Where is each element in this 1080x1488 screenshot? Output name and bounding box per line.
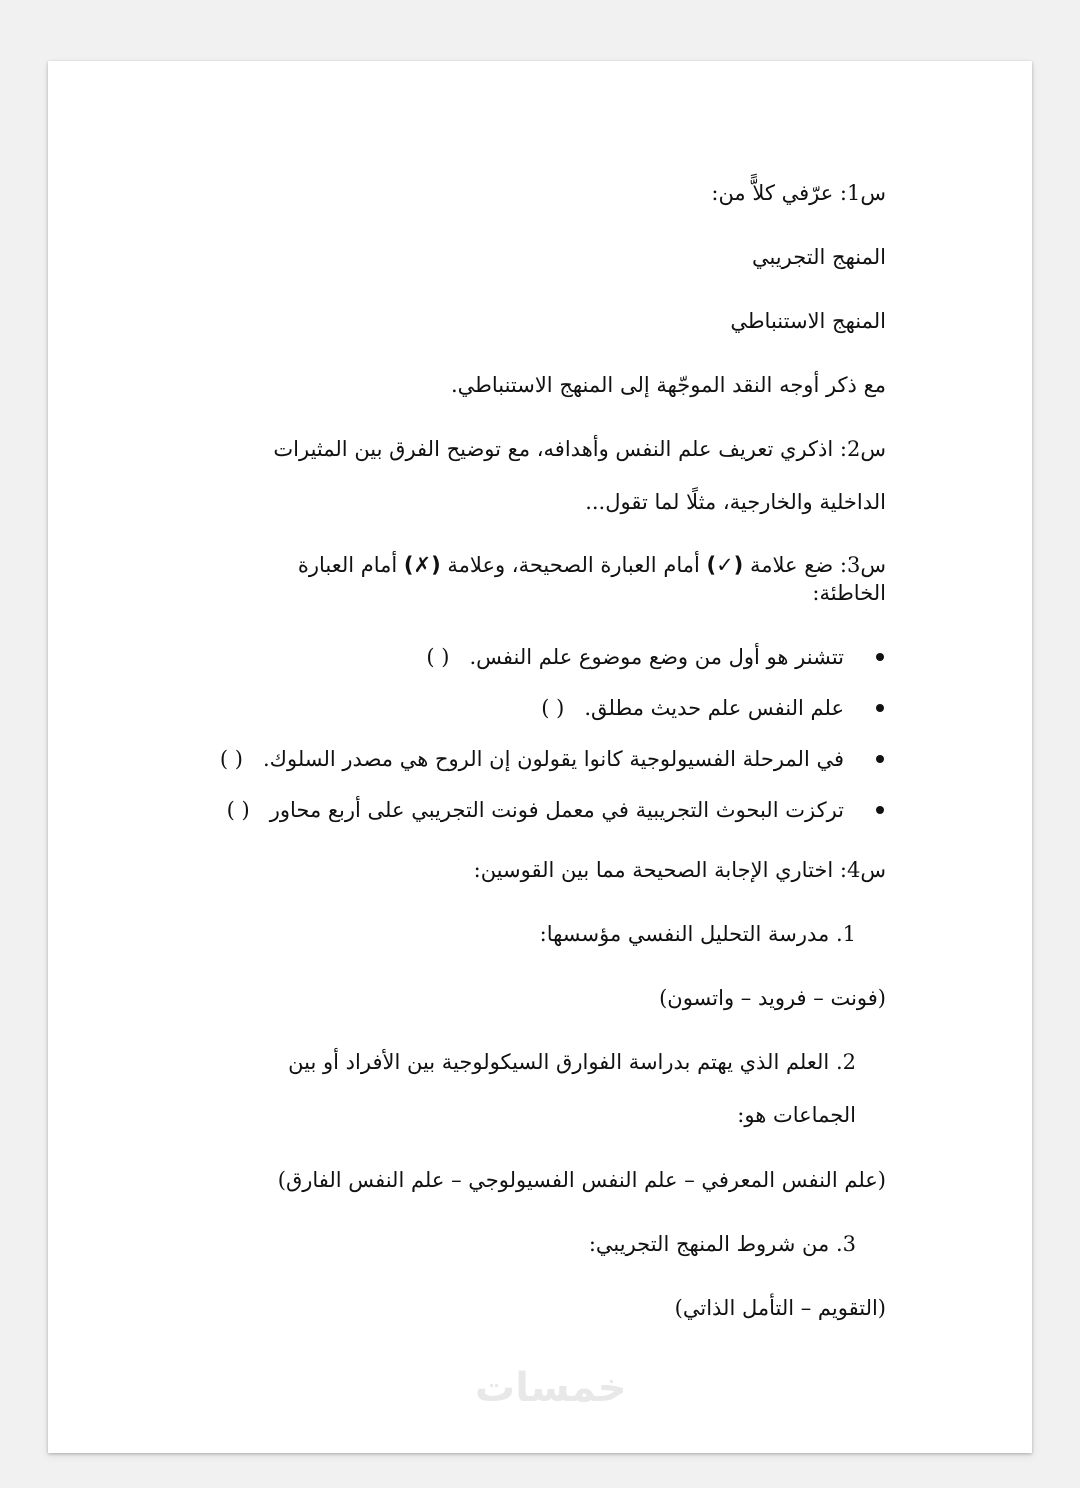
- statement-text: في المرحلة الفسيولوجية كانوا يقولون إن الروح هي مصدر السلوك.: [262, 747, 844, 771]
- q3-title-middle: أمام العبارة الصحيحة، وعلامة: [447, 553, 700, 577]
- q4-item: [226, 1036, 886, 1142]
- q3-statement: [226, 694, 886, 722]
- q4-item-number: 1.: [835, 922, 856, 946]
- q3-statement: [226, 796, 886, 824]
- q4-item-options: (فونت – فرويد – واتسون): [659, 986, 886, 1010]
- q3-statement: [226, 643, 886, 671]
- q1-item-experimental: المنهج التجريبي: [751, 245, 886, 269]
- answer-blank: ( ): [541, 696, 565, 720]
- q4-item-question: مدرسة التحليل النفسي مؤسسها:: [539, 922, 830, 946]
- document-page: [48, 61, 1032, 1453]
- q4-item-question: العلم الذي يهتم بدراسة الفوارق السيكولوجية بين الأفراد أو بين الجماعات هو:: [288, 1050, 856, 1127]
- statement-text: تركزت البحوث التجريبية في معمل فونت التجريبي على أربع محاور: [269, 798, 844, 822]
- q2-text: س2: اذكري تعريف علم النفس وأهدافه، مع توضيح الفرق بين المثيرات الداخلية والخارجية، مثلًا لما تقول...: [273, 437, 886, 514]
- q4-item-options: (علم النفس المعرفي – علم النفس الفسيولوجي – علم النفس الفارق): [277, 1168, 886, 1192]
- q4-title: س4: اختاري الإجابة الصحيحة مما بين القوسين:: [473, 858, 886, 882]
- q1-note: مع ذكر أوجه النقد الموجّهة إلى المنهج الاستنباطي.: [450, 373, 886, 397]
- document-content: [219, 179, 886, 1358]
- q3-title: [226, 551, 886, 607]
- answer-blank: ( ): [426, 645, 450, 669]
- cross-mark-icon: (✗): [403, 553, 441, 577]
- q3-title-before: س3: ضع علامة: [749, 553, 886, 577]
- q3-title-after: أمام العبارة الخاطئة:: [297, 553, 886, 605]
- check-mark-icon: (✓): [706, 553, 744, 577]
- q4-item-options: (التقويم – التأمل الذاتي): [674, 1296, 886, 1320]
- q1-item-deductive: المنهج الاستنباطي: [730, 309, 886, 333]
- q4-item: [226, 1230, 886, 1258]
- answer-blank: ( ): [219, 747, 243, 771]
- q3-statement: [219, 745, 886, 773]
- statement-text: علم النفس علم حديث مطلق.: [584, 696, 844, 720]
- q1-title: س1: عرّفي كلاًّ من:: [711, 181, 886, 205]
- q4-item-number: 3.: [835, 1232, 856, 1256]
- q4-item: [226, 920, 886, 948]
- q4-item-question: من شروط المنهج التجريبي:: [588, 1232, 830, 1256]
- answer-blank: ( ): [226, 798, 250, 822]
- statement-text: تتشنر هو أول من وضع موضوع علم النفس.: [469, 645, 844, 669]
- watermark-logo: خمسات: [475, 1365, 627, 1411]
- q3-statement-list: [219, 643, 886, 824]
- q4-item-number: 2.: [835, 1050, 856, 1074]
